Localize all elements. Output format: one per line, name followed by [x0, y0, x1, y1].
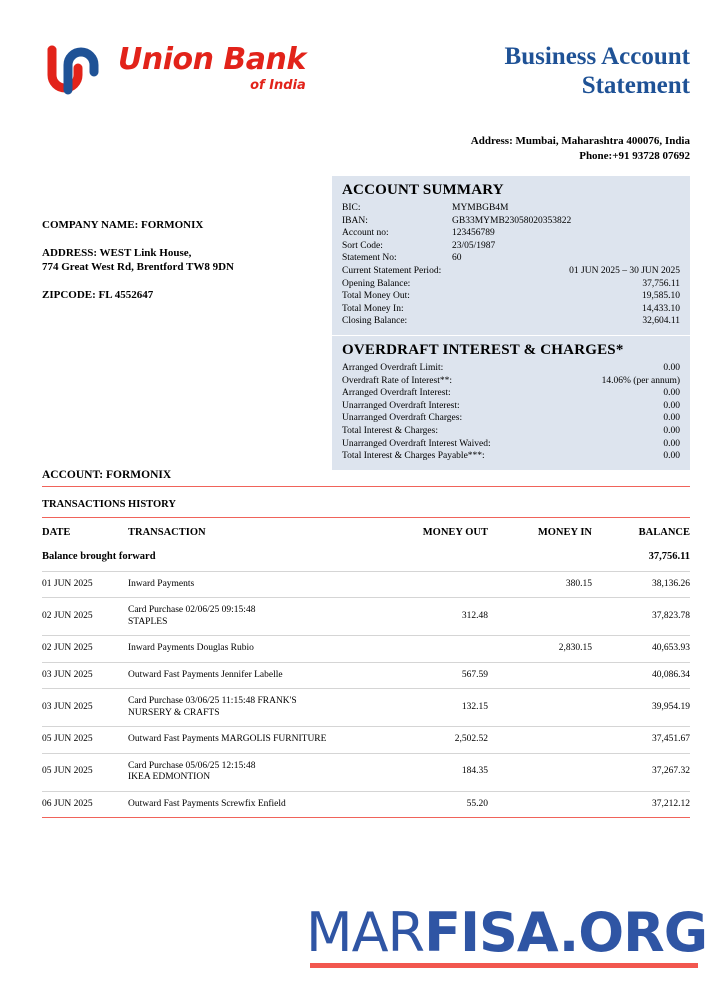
account-summary-row-value: 01 JUN 2025 – 30 JUN 2025	[569, 265, 680, 276]
customer-address	[42, 246, 312, 274]
overdraft-row-value: 0.00	[663, 400, 680, 411]
account-summary-row	[342, 290, 680, 303]
cell-date: 01 JUN 2025	[42, 578, 93, 589]
col-header-balance: BALANCE	[638, 527, 690, 538]
account-summary-row-value: GB33MYMB23058020353822	[452, 215, 572, 226]
account-summary-row-value: 23/05/1987	[452, 240, 496, 251]
account-summary-row	[342, 202, 680, 215]
overdraft-row-label: Unarranged Overdraft Interest Waived:	[342, 438, 491, 449]
account-summary-row	[342, 278, 680, 291]
cell-transaction	[128, 727, 370, 754]
customer-address-line2: 774 Great West Rd, Brentford TW8 9DN	[42, 261, 234, 273]
overdraft-row	[342, 450, 680, 463]
transactions-bottom-rule	[42, 817, 690, 818]
account-summary-row-label: Total Money Out:	[342, 291, 410, 302]
cell-balance: 40,086.34	[652, 669, 690, 680]
customer-zipcode: ZIPCODE: FL 4552647	[42, 289, 154, 301]
overdraft-row-label: Arranged Overdraft Limit:	[342, 363, 444, 373]
cell-transaction-line1: Inward Payments Douglas Rubio	[128, 643, 254, 653]
overdraft-row-label: Overdraft Rate of Interest**:	[342, 375, 452, 386]
col-header-money-in: MONEY IN	[537, 527, 592, 538]
bank-name: Union Bank	[118, 42, 306, 77]
table-row	[42, 791, 690, 817]
overdraft-row	[342, 438, 680, 451]
cell-money-in	[488, 727, 592, 754]
cell-balance: 39,954.19	[652, 701, 690, 712]
cell-money-in	[488, 598, 592, 636]
cell-date: 05 JUN 2025	[42, 734, 93, 744]
account-summary-row	[342, 265, 680, 278]
customer-company: COMPANY NAME: FORMONIX	[42, 219, 204, 231]
account-summary-row	[342, 215, 680, 228]
cell-transaction	[128, 598, 370, 636]
cell-date: 03 JUN 2025	[42, 701, 93, 712]
col-header-transaction: TRANSACTION	[128, 527, 206, 538]
footer-brand-part2: FISA	[424, 901, 559, 964]
bank-contact-block	[290, 134, 690, 164]
account-summary-row-label: Sort Code:	[342, 240, 383, 251]
overdraft-row-value: 14.06% (per annum)	[601, 375, 680, 386]
overdraft-rows	[342, 362, 680, 463]
customer-details	[42, 218, 312, 302]
overdraft-row-value: 0.00	[663, 388, 680, 399]
brought-forward-money-in	[488, 545, 592, 571]
cell-date: 06 JUN 2025	[42, 798, 93, 809]
overdraft-row-value: 0.00	[663, 438, 680, 449]
account-summary-row-label: Current Statement Period:	[342, 265, 442, 276]
cell-transaction-line1: Outward Fast Payments Screwfix Enfield	[128, 798, 286, 809]
document-title-line2: Statement	[581, 72, 690, 99]
overdraft-row-label: Unarranged Overdraft Charges:	[342, 413, 463, 424]
overdraft-row	[342, 400, 680, 413]
account-summary-row-label: BIC:	[342, 203, 361, 213]
cell-money-out: 312.48	[461, 610, 488, 621]
cell-money-out: 2,502.52	[454, 734, 488, 744]
cell-transaction-line1: Inward Payments	[128, 578, 195, 589]
cell-balance: 37,267.32	[652, 766, 690, 777]
cell-money-out: 55.20	[466, 798, 488, 809]
table-row	[42, 753, 690, 791]
account-summary-row-label: Statement No:	[342, 253, 397, 264]
footer-brand-part1: MAR	[306, 901, 425, 964]
overdraft-row-label: Total Interest & Charges Payable***:	[342, 451, 485, 462]
account-summary-row	[342, 315, 680, 328]
overdraft-row	[342, 425, 680, 438]
cell-transaction	[128, 662, 370, 689]
account-summary-row	[342, 227, 680, 240]
account-summary-title: ACCOUNT SUMMARY	[342, 182, 504, 198]
overdraft-title: OVERDRAFT INTEREST & CHARGES*	[342, 342, 624, 358]
brought-forward-money-out	[370, 545, 488, 571]
cell-balance: 37,823.78	[652, 610, 690, 621]
overdraft-row	[342, 387, 680, 400]
cell-balance: 38,136.26	[652, 578, 690, 589]
overdraft-row	[342, 375, 680, 388]
transactions-history-bar: TRANSACTIONS HISTORY	[42, 492, 690, 518]
page-header	[0, 0, 720, 120]
cell-transaction-line2: STAPLES	[128, 616, 168, 627]
overdraft-row-label: Total Interest & Charges:	[342, 425, 438, 436]
cell-transaction-line2: IKEA EDMONTION	[128, 772, 211, 782]
document-title-line1: Business Account	[504, 43, 690, 70]
account-summary-row	[342, 240, 680, 253]
overdraft-row	[342, 412, 680, 425]
account-summary-row-label: Total Money In:	[342, 303, 404, 314]
cell-transaction-line1: Outward Fast Payments Jennifer Labelle	[128, 669, 283, 680]
table-header-row	[42, 522, 690, 545]
overdraft-row-value: 0.00	[663, 451, 680, 462]
cell-money-out	[370, 636, 488, 663]
cell-balance: 40,653.93	[652, 643, 690, 653]
cell-transaction	[128, 689, 370, 727]
cell-date: 03 JUN 2025	[42, 669, 93, 680]
balance-brought-forward-row	[42, 545, 690, 571]
transactions-table-body	[42, 545, 690, 817]
bank-logo-wordmark	[118, 44, 306, 94]
overdraft-row-value: 0.00	[663, 413, 680, 424]
account-summary-row-value: 60	[452, 253, 462, 264]
account-summary-row-label: Closing Balance:	[342, 316, 408, 327]
account-label-bar: ACCOUNT: FORMONIX	[42, 468, 690, 487]
col-header-date: DATE	[42, 527, 71, 538]
account-summary-panel	[332, 176, 690, 335]
transactions-table	[42, 522, 690, 817]
cell-money-in: 380.15	[565, 578, 592, 589]
cell-money-in	[488, 753, 592, 791]
cell-money-out: 567.59	[461, 669, 488, 680]
bank-phone: Phone:+91 93728 07692	[579, 150, 690, 162]
customer-address-line1: ADDRESS: WEST Link House,	[42, 247, 192, 259]
bank-address: Address: Mumbai, Maharashtra 400076, India	[470, 135, 690, 147]
cell-balance: 37,451.67	[652, 734, 690, 744]
cell-money-in	[488, 689, 592, 727]
col-header-money-out: MONEY OUT	[422, 527, 488, 538]
cell-date: 02 JUN 2025	[42, 610, 93, 621]
account-summary-row-label: Account no:	[342, 228, 389, 239]
bank-name-sub: of India	[250, 78, 306, 93]
cell-transaction	[128, 636, 370, 663]
cell-date: 02 JUN 2025	[42, 643, 93, 653]
table-row	[42, 689, 690, 727]
union-bank-emblem-icon	[38, 42, 110, 98]
account-summary-row-label: Opening Balance:	[342, 278, 411, 289]
cell-money-out: 184.35	[461, 766, 488, 777]
cell-money-in: 2,830.15	[558, 643, 592, 653]
cell-transaction-line2: NURSERY & CRAFTS	[128, 707, 220, 718]
account-summary-row	[342, 252, 680, 265]
cell-money-out	[370, 571, 488, 598]
cell-transaction-line1: Outward Fast Payments MARGOLIS FURNITURE	[128, 734, 327, 744]
cell-transaction-line1: Card Purchase 02/06/25 09:15:48	[128, 605, 256, 615]
transactions-table-head	[42, 522, 690, 545]
cell-transaction-line1: Card Purchase 03/06/25 11:15:48 FRANK'S	[128, 696, 297, 706]
cell-balance: 37,212.12	[652, 798, 690, 809]
overdraft-row-value: 0.00	[663, 363, 680, 373]
account-summary-row-value: 123456789	[452, 228, 495, 239]
overdraft-row-label: Arranged Overdraft Interest:	[342, 388, 451, 399]
account-summary-row-label: IBAN:	[342, 215, 368, 226]
table-row	[42, 727, 690, 754]
account-summary-row-value: 14,433.10	[642, 303, 680, 314]
account-summary-row-value: MYMBGB4M	[452, 203, 509, 213]
footer-brand-text	[306, 901, 710, 964]
cell-date: 05 JUN 2025	[42, 766, 93, 777]
bank-logo	[38, 42, 306, 98]
cell-money-in	[488, 662, 592, 689]
account-summary-rows	[342, 202, 680, 328]
cell-transaction-line1: Card Purchase 05/06/25 12:15:48	[128, 760, 256, 771]
footer-brand-part3: .ORG	[558, 901, 708, 964]
overdraft-panel	[332, 336, 690, 470]
brought-forward-balance: 37,756.11	[648, 551, 690, 562]
table-row	[42, 598, 690, 636]
table-row	[42, 662, 690, 689]
account-summary-row-value: 37,756.11	[642, 278, 680, 289]
overdraft-row	[342, 362, 680, 375]
footer-watermark	[306, 901, 710, 968]
cell-money-out: 132.15	[461, 701, 488, 712]
cell-transaction	[128, 791, 370, 817]
document-title	[350, 42, 690, 100]
table-row	[42, 571, 690, 598]
account-summary-row-value: 32,604.11	[642, 316, 680, 327]
overdraft-row-label: Unarranged Overdraft Interest:	[342, 400, 460, 411]
transactions-table-wrapper	[42, 522, 690, 818]
cell-transaction	[128, 571, 370, 598]
account-summary-row	[342, 303, 680, 316]
overdraft-row-value: 0.00	[663, 425, 680, 436]
table-row	[42, 636, 690, 663]
cell-money-in	[488, 791, 592, 817]
brought-forward-label: Balance brought forward	[42, 551, 156, 562]
account-summary-row-value: 19,585.10	[642, 291, 680, 302]
cell-transaction	[128, 753, 370, 791]
